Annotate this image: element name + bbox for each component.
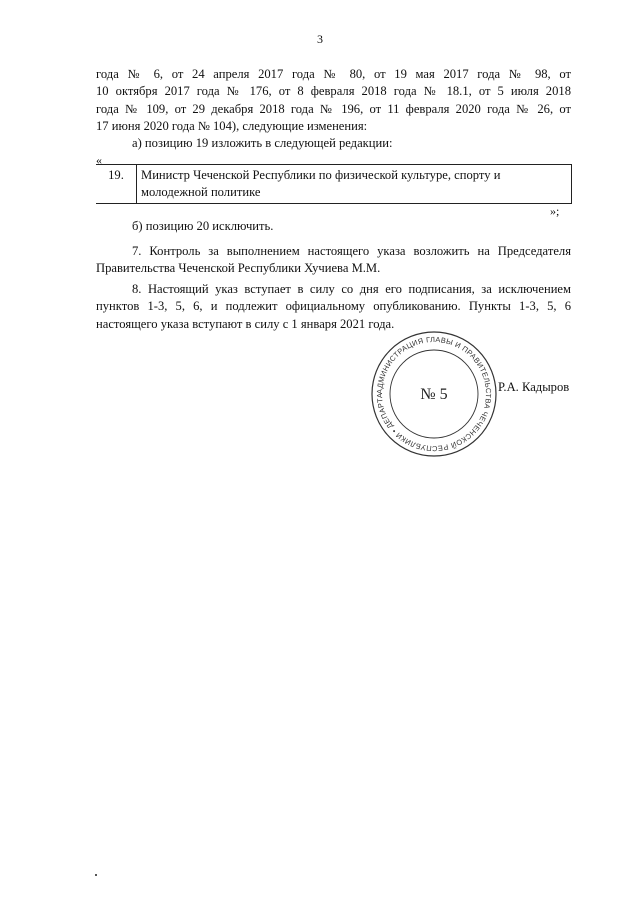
seal-icon [370,330,498,458]
position-number: 19. [96,165,137,204]
item-b: б) позицию 20 исключить. [132,219,274,233]
table-row [96,165,572,204]
intro-line: года № 6, от 24 апреля 2017 года № 80, от 19 мая 2017 года № 98, от [96,67,571,81]
position-table [96,164,572,204]
item-7: 7. Контроль за выполнением настоящего указа возложить на Председателя Правительства Чеченской Республики Хучиева М.М. [96,244,571,276]
intro-line: 17 июня 2020 года № 104), следующие изменения: [96,119,368,134]
scan-dot [95,874,97,876]
official-seal [370,330,498,458]
item-a: а) позицию 19 изложить в следующей редакции: [132,136,393,150]
intro-paragraph [96,66,571,136]
page-number: 3 [317,32,323,46]
close-quote: »; [550,204,560,218]
seal-ring-text: АДМИНИСТРАЦИЯ ГЛАВЫ И ПРАВИТЕЛЬСТВА ЧЕЧЕНСКОЙ РЕСПУБЛИКИ • ДЕПАРТА [374,334,494,454]
seal-number: № 5 [420,386,448,403]
intro-line: 10 октября 2017 года № 176, от 8 февраля 2018 года № 18.1, от 5 июля 2018 [96,84,571,99]
item-8: 8. Настоящий указ вступает в силу со дня его подписания, за исключением пунктов 1-3, 5, 6, и подлежит официальному опубликованию. Пункты 1-3, 5, 6 настоящего указа вступают в силу с 1 января 2021 года. [96,282,571,331]
intro-line: года № 109, от 29 декабря 2018 года № 196, от 11 февраля 2020 года № 26, от [96,101,571,116]
open-quote: « [96,153,102,167]
position-name: Министр Чеченской Республики по физической культуре, спорту и молодежной политике [137,165,572,204]
signature-name: Р.А. Кадыров [498,380,570,394]
